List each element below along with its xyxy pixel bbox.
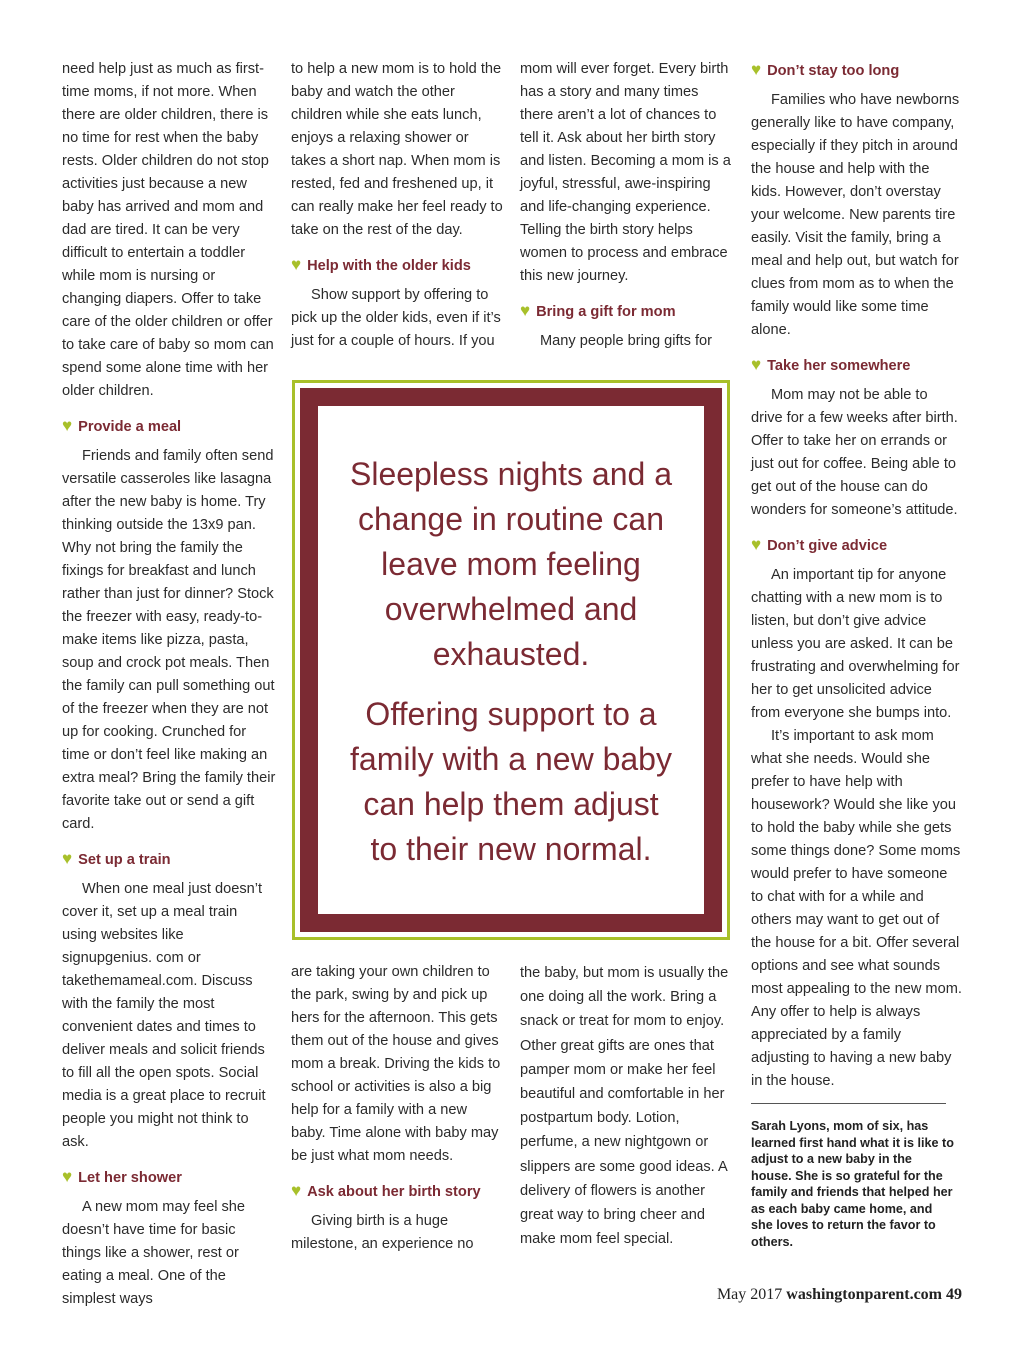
heart-icon: ♥ (62, 849, 73, 868)
subheading: ♥ Set up a train (62, 849, 171, 868)
subheading: ♥ Don’t stay too long (751, 60, 900, 79)
divider (751, 1103, 946, 1104)
issue-date: May 2017 (716, 1286, 783, 1303)
heart-icon: ♥ (751, 355, 762, 374)
subheading: ♥ Ask about her birth story (291, 1181, 481, 1200)
heart-icon: ♥ (62, 1167, 73, 1186)
paragraph: Mom may not be able to drive for a few weeks after birth. Offer to take her on errands or just out for coffee. Being able to get out of the house can do wonders for someone’s attitude. (751, 387, 958, 518)
paragraph: need help just as much as first-time moms, if not more. When there are older children, there is no time for rest when the baby rests. Older children do not stop activities just because a new baby has arrived and mom and dad are tired. It can be very difficult to entertain a toddler while mom is nursing or changing diapers. Offer to take care of the older children or offer to take care of baby so mom can spend some alone time with her older children. (62, 61, 274, 399)
subheading: ♥ Let her shower (62, 1167, 182, 1186)
paragraph: Families who have newborns generally like to have company, especially if they pitch in around the house and help with the kids. However, don’t overstay your welcome. New parents tire easily. Visit the family, bring a meal and help out, but watch for clues from mom as to when the family would like some time alone. (751, 92, 960, 338)
paragraph: Friends and family often send versatile casseroles like lasagna after the new baby is home. Try thinking outside the 13x9 pan. Why not bring the family the fixings for breakfast and lunch rather than just for dinner? Stock the freezer with easy, ready-to-make items like pizza, pasta, soup and crock pot meals. Then the family can pull something out of the freezer when they are not up for cooking. Crunched for time or don’t feel like making an extra meal? Bring the family their favorite take out or send a gift card. (62, 448, 276, 832)
subheading: ♥ Take her somewhere (751, 355, 911, 374)
site-name: washingtonparent.com (786, 1286, 942, 1303)
pull-quote (318, 406, 704, 914)
subheading: ♥ Provide a meal (62, 416, 182, 435)
paragraph: An important tip for anyone chatting with a new mom is to listen, but don’t give advice unless you are asked. It can be frustrating and overwhelming for her to get unsolicited advice from everyone she bumps into. (751, 567, 960, 721)
paragraph: the baby, but mom is usually the one doing all the work. Bring a snack or treat for mom to enjoy. Other great gifts are ones that pamper mom or make her feel beautiful and comfortable in her postpartum body. Lotion, perfume, a new nightgown or slippers are some good ideas. A delivery of flowers is another great way to bring cheer and make mom feel special. (520, 965, 729, 1248)
column-2-top (291, 58, 505, 353)
pull-quote-box (292, 380, 730, 940)
heart-icon: ♥ (291, 255, 302, 274)
subheading: ♥ Help with the older kids (291, 255, 471, 274)
pull-quote-frame (300, 388, 722, 932)
paragraph: Many people bring gifts for (540, 333, 712, 349)
column-4 (751, 58, 963, 1093)
pull-quote-text-1: Sleepless nights and a change in routine can leave mom feeling overwhelmed and exhausted. (350, 456, 672, 672)
paragraph: are taking your own children to the park, swing by and pick up hers for the afternoon. This gets them out of the house and gives mom a break. Driving the kids to school or activities is also a big help for a family with a new baby. Time alone with baby may be just what mom needs. (291, 964, 501, 1164)
paragraph: Show support by offering to pick up the older kids, even if it’s just for a couple of hours. If you (291, 287, 501, 349)
heart-icon: ♥ (62, 416, 73, 435)
column-3-bottom (520, 961, 734, 1251)
heart-icon: ♥ (291, 1181, 302, 1200)
page-number: 49 (946, 1286, 962, 1303)
paragraph: It’s important to ask mom what she needs. Would she prefer to have help with housework? Would she like you to hold the baby while she gets some things done? Some moms would prefer to have someone to chat with for a while and others may want to get out of the house for a bit. Offer several options and see what sounds most appealing to the new mom. Any offer to help is always appreciated by a family adjusting to having a new baby in the house. (751, 728, 962, 1089)
page-footer (717, 1286, 962, 1304)
paragraph: to help a new mom is to hold the baby and watch the other children while she eats lunch, enjoys a relaxing shower or takes a short nap. When mom is rested, fed and freshened up, it can really make her feel ready to take on the rest of the day. (291, 61, 503, 238)
paragraph: Giving birth is a huge milestone, an experience no (291, 1213, 474, 1252)
subheading: ♥ Bring a gift for mom (520, 301, 676, 320)
heart-icon: ♥ (751, 60, 762, 79)
column-2-bottom (291, 961, 505, 1256)
heart-icon: ♥ (751, 535, 762, 554)
column-3-top (520, 58, 734, 353)
column-1 (62, 58, 276, 1311)
paragraph: mom will ever forget. Every birth has a story and many times there aren’t a lot of chances to tell it. Ask about her birth story and listen. Becoming a mom is a joyful, stressful, awe-inspiring and life-changing experience. Telling the birth story helps women to process and embrace this new journey. (520, 61, 731, 284)
subheading: ♥ Don’t give advice (751, 535, 888, 554)
paragraph: A new mom may feel she doesn’t have time for basic things like a shower, rest or eating a meal. One of the simplest ways (62, 1199, 246, 1307)
heart-icon: ♥ (520, 301, 531, 320)
author-bio: Sarah Lyons, mom of six, has learned first hand what it is like to adjust to a new baby in the house. She is so grateful for the family and friends that helped her as each baby came home, and she loves to return the favor to others. (751, 1119, 954, 1249)
pull-quote-text-2: Offering support to a family with a new baby can help them adjust to their new normal. (350, 696, 672, 867)
paragraph: When one meal just doesn’t cover it, set up a meal train using websites like signupgenius. com or takethemameal.com. Discuss with the family the most convenient dates and times to deliver meals and solicit friends to fill all the open spots. Social media is a great place to recruit people you might not think to ask. (62, 881, 266, 1150)
